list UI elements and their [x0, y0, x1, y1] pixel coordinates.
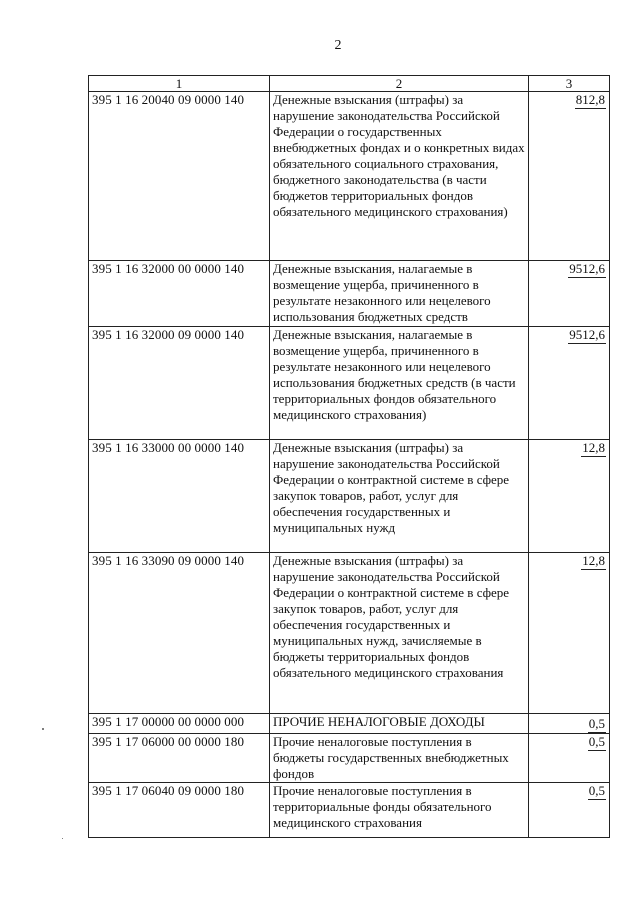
amount-value: 812,8 — [575, 92, 605, 107]
amount-cell — [529, 327, 610, 440]
scan-speck — [42, 728, 44, 730]
amount-value: 9512,6 — [569, 327, 605, 342]
budget-code: 395 1 16 33090 09 0000 140 — [89, 553, 270, 714]
table-row — [89, 440, 610, 553]
amount-cell — [529, 440, 610, 553]
table-row — [89, 714, 610, 734]
column-header-amount: 3 — [529, 76, 610, 92]
amount-cell — [529, 261, 610, 327]
scan-speck — [62, 838, 63, 839]
table-row — [89, 327, 610, 440]
revenue-name: Денежные взыскания (штрафы) за нарушение законодательства Российской Федерации о контрактной системе в сфере закупок товаров, работ, услуг для обеспечения государственных и муниципальных нужд — [270, 440, 529, 553]
budget-code: 395 1 17 06000 00 0000 180 — [89, 734, 270, 783]
page-number: 2 — [334, 38, 342, 53]
amount-cell — [529, 734, 610, 783]
column-header-code: 1 — [89, 76, 270, 92]
amount-value: 12,8 — [582, 553, 605, 568]
amount-value: 9512,6 — [569, 261, 605, 276]
table-row — [89, 261, 610, 327]
table-row — [89, 553, 610, 714]
amount-value: 0,5 — [588, 716, 605, 731]
table-header-row — [89, 76, 610, 92]
revenue-name: Денежные взыскания, налагаемые в возмещение ущерба, причиненного в результате незаконного или нецелевого использования бюджетных средств (в части территориальных фондов обязательного медицинского страхования) — [270, 327, 529, 440]
amount-value: 12,8 — [582, 440, 605, 455]
amount-value: 0,5 — [588, 783, 605, 798]
amount-cell — [529, 92, 610, 261]
revenue-name: Прочие неналоговые поступления в территориальные фонды обязательного медицинского страхования — [270, 783, 529, 838]
budget-code: 395 1 16 20040 09 0000 140 — [89, 92, 270, 261]
budget-code: 395 1 16 33000 00 0000 140 — [89, 440, 270, 553]
revenue-name: Денежные взыскания (штрафы) за нарушение законодательства Российской Федерации о контрактной системе в сфере закупок товаров, работ, услуг для обеспечения государственных и муниципальных нужд, зачисляемые в бюджеты территориальных фондов обязательного медицинского страхования — [270, 553, 529, 714]
revenue-name: ПРОЧИЕ НЕНАЛОГОВЫЕ ДОХОДЫ — [270, 714, 529, 734]
budget-code: 395 1 17 00000 00 0000 000 — [89, 714, 270, 734]
column-header-name: 2 — [270, 76, 529, 92]
budget-code: 395 1 16 32000 09 0000 140 — [89, 327, 270, 440]
amount-value: 0,5 — [588, 734, 605, 749]
budget-code: 395 1 16 32000 00 0000 140 — [89, 261, 270, 327]
table-row — [89, 92, 610, 261]
revenue-name: Прочие неналоговые поступления в бюджеты государственных внебюджетных фондов — [270, 734, 529, 783]
table-row — [89, 783, 610, 838]
amount-cell — [529, 783, 610, 838]
budget-code: 395 1 17 06040 09 0000 180 — [89, 783, 270, 838]
amount-cell — [529, 714, 610, 734]
revenue-name: Денежные взыскания, налагаемые в возмещение ущерба, причиненного в результате незаконного или нецелевого использования бюджетных средств — [270, 261, 529, 327]
amount-cell — [529, 553, 610, 714]
table-row — [89, 734, 610, 783]
revenue-name: Денежные взыскания (штрафы) за нарушение законодательства Российской Федерации о государственных внебюджетных фондах и о конкретных видах обязательного социального страхования, бюджетного законодательства (в части бюджетов территориальных фондов обязательного медицинского страхования) — [270, 92, 529, 261]
revenue-table — [88, 75, 610, 838]
